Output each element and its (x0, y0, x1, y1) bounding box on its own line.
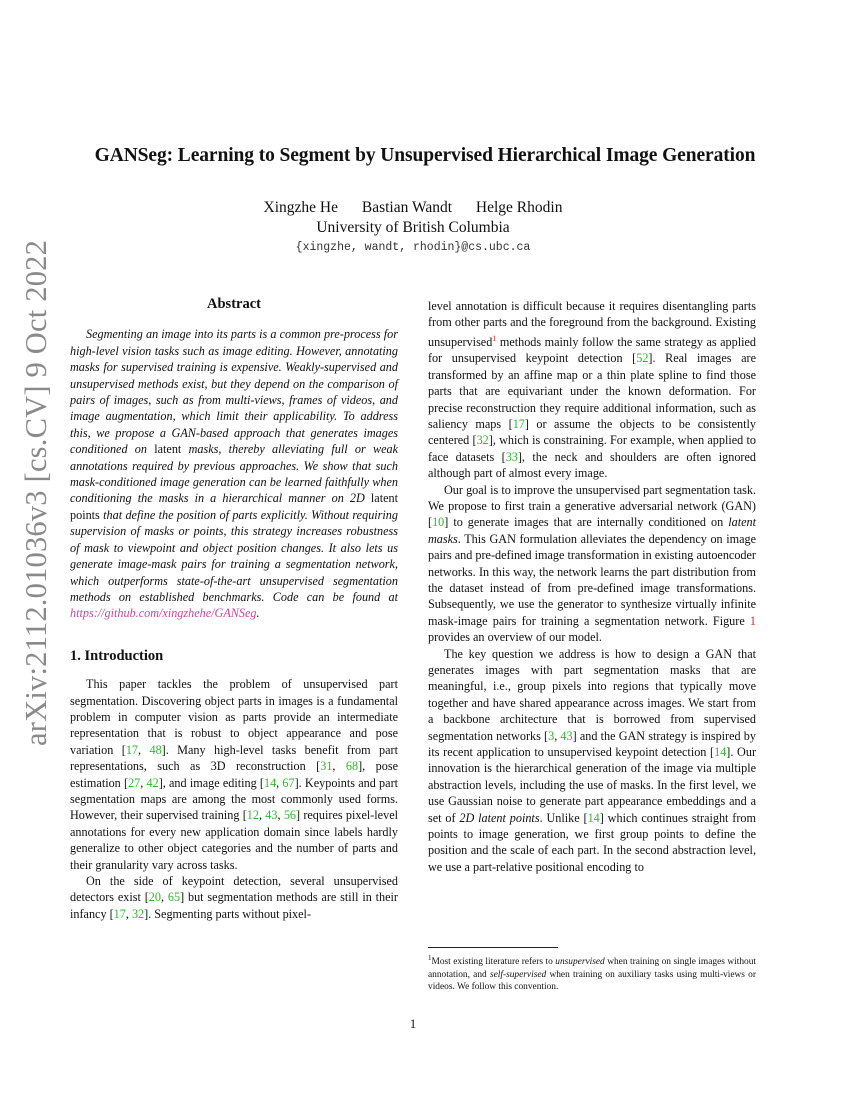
citation-link[interactable]: 14 (587, 810, 600, 825)
footnote-marker[interactable]: 1 (492, 333, 497, 343)
author-name: Xingzhe He (263, 199, 338, 216)
citation-link[interactable]: 12 (246, 808, 259, 823)
citation-link[interactable]: 32 (131, 906, 145, 921)
paragraph: Our goal is to improve the unsupervised part segmentation task. We propose to first train a generative adversarial network (GAN) [10] to generate images that are internally conditioned on latent masks. This GAN formulation alleviates the dependency on image pairs and pre-defined image transformation in existing autoencoder networks. In this way, the network learns the part distribution from the dataset instead of from pre-defined image transformations. Subsequently, we use the generator to synthesize virtually infinite mask-image pairs for training a segmentation network. Figure 1 provides an overview of our model. (428, 482, 756, 645)
citation-link[interactable]: 68 (345, 759, 359, 774)
page-number: 1 (409, 1017, 417, 1031)
author-name: Bastian Wandt (361, 199, 453, 216)
citation-link[interactable]: 33 (505, 449, 518, 464)
abstract-heading: Abstract (207, 296, 261, 312)
citation-link[interactable]: 20 (148, 890, 161, 905)
author-list (0, 199, 826, 217)
left-column (70, 296, 398, 922)
citation-link[interactable]: 17 (125, 742, 138, 757)
footnote-divider (428, 947, 558, 948)
citation-link[interactable]: 32 (476, 433, 489, 448)
citation-link[interactable]: 27 (128, 775, 141, 790)
paper-title: GANSeg: Learning to Segment by Unsupervised Hierarchical Image Generation (94, 145, 756, 166)
paragraph: The key question we address is how to design a GAN that generates images with part segmentation masks that are meaningful, i.e., group pixels into regions that typically move together and have shared appearance across images. We start from a backbone architecture that is borrowed from supervised segmentation networks [3, 43] and the GAN strategy is inspired by its recent application to unsupervised keypoint detection [14]. Our innovation is the hierarchical generation of the image via multiple abstraction levels, including the use of masks. In the first level, we use Gaussian noise to generate part appearance embeddings and a set of 2D latent points. Unlike [14] which continues straight from points to image generation, we first group points to define the position and the scale of each part. In the second abstraction level, we use a part-relative positional encoding to (428, 646, 756, 874)
citation-link[interactable]: 65 (167, 890, 181, 905)
footnote: $^1$Most existing literature refers to unsupervised when training on single images without annotation, and self-supervised when training on auxiliary tasks using multi-views or videos. We follow this convention. (428, 954, 756, 993)
citation-link[interactable]: 14 (714, 745, 727, 760)
citation-link[interactable]: 3 (548, 728, 555, 743)
section-heading-introduction: 1. Introduction (70, 647, 164, 664)
citation-link[interactable]: 43 (560, 728, 573, 743)
affiliation: University of British Columbia (316, 219, 510, 236)
citation-link[interactable]: 42 (146, 775, 159, 790)
abstract-text: Segmenting an image into its parts is a common pre-process for high-level vision tasks such as image editing. However, annotating masks for supervised training is expensive. Weakly-supervised and unsupervised methods exist, but they depend on the comparison of pairs of images, such as from multi-views, frames of videos, and image augmentation, which limit their applicability. To address this, we propose a GAN-based approach that generates images conditioned on latent masks, thereby alleviating full or weak annotations required by previous approaches. We show that such mask-conditioned image generation can be learned faithfully when conditioning the masks in a hierarchical manner on 2D latent points that define the position of parts explicitly. Without requiring supervision of masks or points, this strategy increases robustness of mask to viewpoint and object position changes. It also lets us generate image-mask pairs for training a segmentation network, which outperforms state-of-the-art unsupervised segmentation methods on established benchmarks. Code can be found at https://github.com/xingzhehe/GANSeg. (70, 327, 398, 621)
arxiv-sidebar-id: arXiv:2112.01036v3 [cs.CV] 9 Oct 2022 (19, 239, 53, 746)
citation-link[interactable]: 48 (149, 742, 162, 757)
paragraph: level annotation is difficult because it requires disentangling parts from other parts and the foreground from the background. Existing unsupervised$^1$ methods mainly follow the same strategy as applied for unsupervised keypoint detection [52]. Real images are transformed by an affine map or a thin plate spline to find those parts that are equivariant under the known deformation. For precise reconstruction they require additional information, such as saliency maps [17] or assume the objects to be consistently centered [32], which is constraining. For example, when applied to face datasets [33], the neck and shoulders are often ignored although part of almost every image. (428, 299, 757, 481)
citation-link[interactable]: 17 (113, 906, 126, 921)
citation-link[interactable]: 67 (282, 775, 295, 790)
citation-link[interactable]: 14 (263, 775, 277, 790)
figure-ref-link[interactable]: 1 (749, 613, 756, 628)
code-link[interactable]: https://github.com/xingzhehe/GANSeg (70, 606, 257, 621)
author-emails: {xingzhe, wandt, rhodin}@cs.ubc.ca (295, 241, 531, 254)
citation-link[interactable]: 31 (320, 759, 333, 774)
paragraph: This paper tackles the problem of unsupervised part segmentation. Discovering object parts in images is a fundamental problem in computer vision as parts provide an intermediate representation that is robust to object appearance and pose variation [17, 48]. Many high-level tasks benefit from part representations, such as 3D reconstruction [31, 68], pose estimation [27, 42], and image editing [14, 67]. Keypoints and part segmentation maps are among the most commonly used forms. However, their supervised training [12, 43, 56] requires pixel-level annotations for every new application domain since labels hardly generalize to other object categories and the number of parts and their granularity vary across tasks. (70, 677, 399, 872)
citation-link[interactable]: 17 (512, 416, 525, 431)
citation-link[interactable]: 43 (265, 808, 278, 823)
right-column (428, 298, 756, 875)
paragraph: On the side of keypoint detection, several unsupervised detectors exist [20, 65] but segmentation methods are still in their infancy [17, 32]. Segmenting parts without pixel- (70, 874, 398, 921)
citation-link[interactable]: 56 (283, 808, 296, 823)
author-name: Helge Rhodin (475, 199, 563, 216)
citation-link[interactable]: 10 (432, 515, 445, 530)
citation-link[interactable]: 52 (636, 351, 649, 366)
